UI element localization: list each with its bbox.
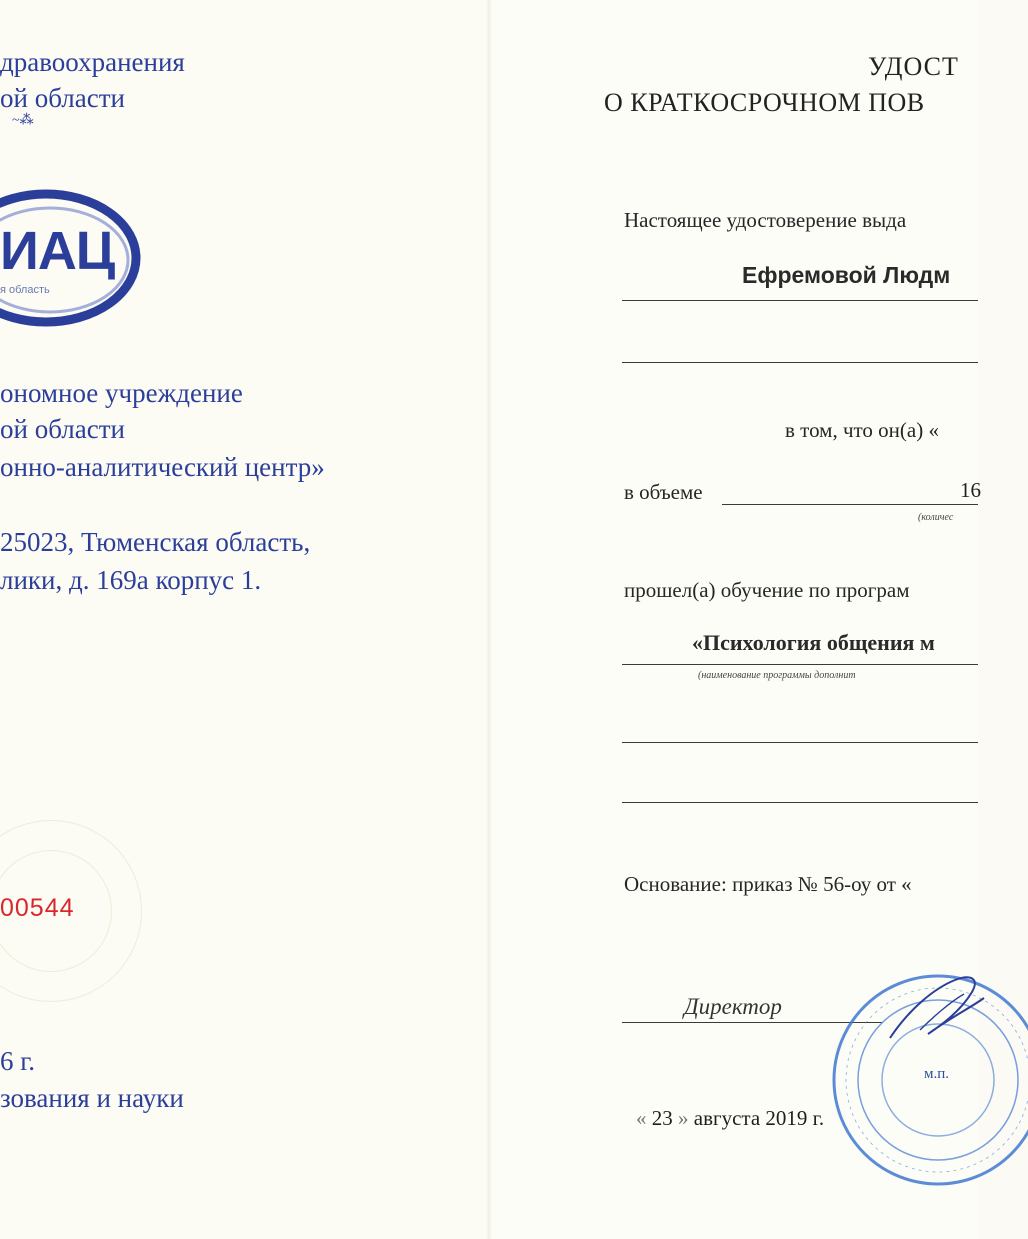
date-quote-open: « (636, 1106, 647, 1130)
org-header-line-2: ой области (0, 83, 125, 113)
ornament-icon: ~⁂ (12, 113, 34, 128)
date-rest: августа 2019 г. (693, 1106, 825, 1130)
logo-subtext: я область (0, 284, 50, 296)
institution-line-1: ономное учреждение (0, 378, 243, 408)
institution-line-2: ой области (0, 414, 125, 444)
issued-text: Настоящее удостоверение выда (624, 208, 907, 232)
address-line-1: 25023, Тюменская область, (0, 527, 311, 557)
address-line-2: лики, д. 169а корпус 1. (0, 565, 262, 595)
that-text: в том, что он(а) « (785, 418, 939, 442)
volume-label: в объеме (624, 480, 703, 504)
signature-icon (880, 968, 990, 1048)
basis-text: Основание: приказ № 56-оу от « (624, 872, 912, 896)
name-underline (622, 300, 978, 301)
org-header-line-1: дравоохранения (0, 47, 185, 77)
date-day: 23 (651, 1106, 673, 1130)
certificate-title-line-2: О КРАТКОСРОЧНОМ ПОВ (604, 88, 925, 117)
volume-underline (722, 504, 978, 505)
program-underline (622, 664, 978, 665)
program-hint: (наименование программы дополнит (698, 670, 856, 681)
trained-text: прошел(а) обучение по програм (624, 578, 910, 602)
issue-date (636, 1106, 824, 1131)
left-page (0, 0, 489, 1239)
blank-line (622, 362, 978, 363)
certificate-title-line-1: УДОСТ (868, 52, 959, 81)
hours-value: 16 (960, 478, 981, 502)
date-quote-close: » (678, 1106, 689, 1130)
institution-line-3: онно-аналитический центр» (0, 452, 325, 482)
registration-number: 00544 (0, 894, 75, 922)
blank-line (622, 802, 978, 803)
blank-line (622, 742, 978, 743)
recipient-name: Ефремовой Людм (742, 262, 951, 288)
logo-text: ИАЦ (0, 221, 115, 281)
hours-hint: (количес (918, 512, 954, 523)
license-line-1: 6 г. (0, 1046, 36, 1076)
license-line-2: зования и науки (0, 1083, 184, 1113)
stamp-mp: м.п. (924, 1066, 950, 1082)
director-label: Директор (684, 994, 782, 1019)
program-name: «Психология общения м (692, 630, 935, 655)
page-fold (486, 0, 492, 1239)
